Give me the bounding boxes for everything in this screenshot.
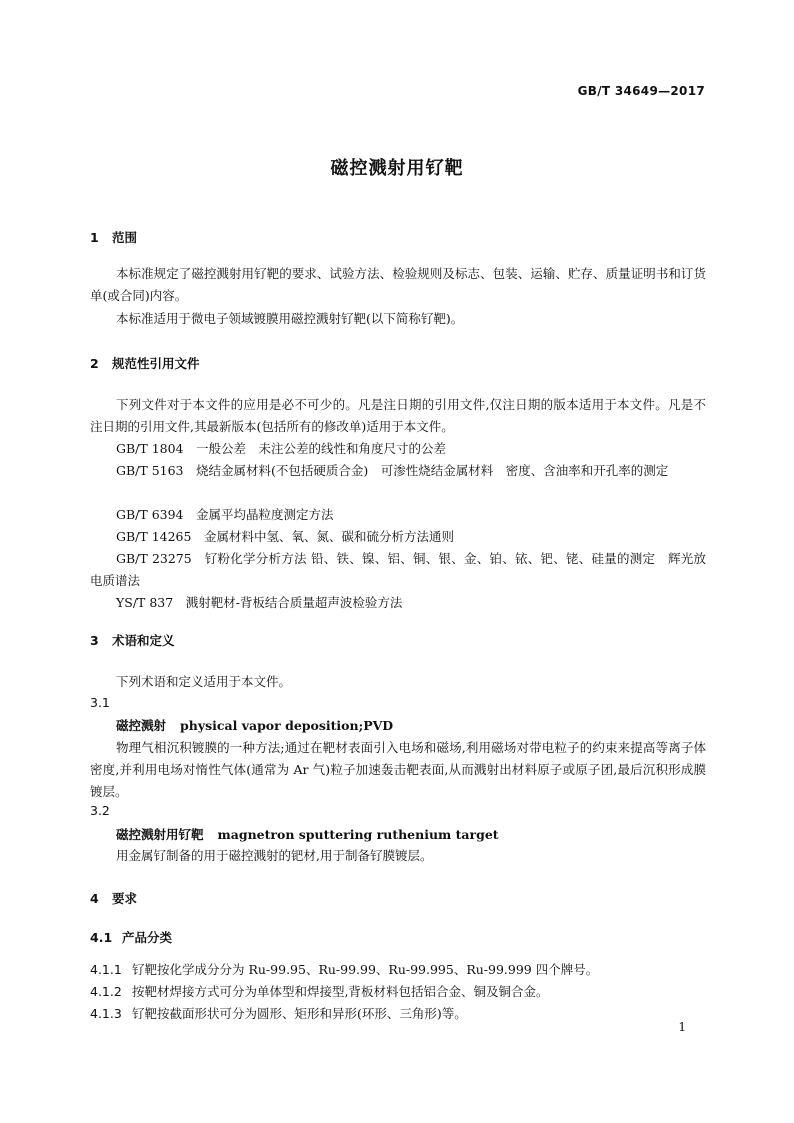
page-number: 1	[678, 1020, 686, 1034]
section-title: 术语和定义	[112, 633, 175, 648]
section-1-paragraph-2: 本标准适用于微电子领域镀膜用磁控溅射钌靶(以下简称钌靶)。	[116, 311, 464, 326]
section-2-paragraph: 下列文件对于本文件的应用是必不可少的。凡是注日期的引用文件,仅注日期的版本适用于本文件。凡是不注日期的引用文件,其最新版本(包括所有的修改单)适用于本文件。	[90, 397, 706, 435]
term-chinese: 磁控溅射用钌靶	[116, 827, 204, 842]
clause-4-1-3	[90, 1004, 467, 1022]
clause-text: 钌靶按化学成分分为 Ru-99.95、Ru-99.99、Ru-99.995、Ru-99.999 四个牌号。	[132, 962, 599, 977]
document-title: 磁控溅射用钌靶	[330, 158, 464, 179]
clause-text: 按靶材焊接方式可分为单体型和焊接型,背板材料包括铝合金、铜及铜合金。	[132, 984, 549, 999]
clause-number: 4.1.3	[90, 1006, 122, 1021]
term-english: physical vapor deposition;PVD	[180, 718, 394, 733]
term-heading	[116, 716, 393, 734]
term-number: 3.2	[90, 803, 110, 818]
subsection-number: 4.1	[90, 930, 113, 945]
term-number: 3.1	[90, 695, 110, 710]
section-number: 1	[90, 230, 99, 245]
reference-item: GB/T 1804 一般公差 未注公差的线性和角度尺寸的公差	[116, 441, 447, 456]
clause-4-1-2	[90, 982, 548, 1000]
reference-item: GB/T 5163 烧结金属材料(不包括硬质合金) 可渗性烧结金属材料 密度、含油率和开孔率的测定	[116, 463, 669, 478]
clause-number: 4.1.2	[90, 984, 122, 999]
section-number: 2	[90, 356, 99, 371]
standard-number: GB/T 34649—2017	[577, 84, 705, 98]
term-definition: 物理气相沉积镀膜的一种方法;通过在靶材表面引入电场和磁场,利用磁场对带电粒子的约束来提高等离子体密度,并利用电场对惰性气体(通常为 Ar 气)粒子加速轰击靶表面,从而溅射出材料原子或原子团,最后沉积形成膜镀层。	[90, 740, 706, 800]
section-1-paragraph-1: 本标准规定了磁控溅射用钌靶的要求、试验方法、检验规则及标志、包装、运输、贮存、质量证明书和订货单(或合同)内容。	[90, 266, 706, 304]
subsection-title: 产品分类	[122, 930, 173, 945]
section-number: 4	[90, 891, 99, 906]
section-4-heading	[90, 889, 137, 907]
clause-text: 钌靶按截面形状可分为圆形、矩形和异形(环形、三角形)等。	[132, 1006, 467, 1021]
reference-item: GB/T 6394 金属平均晶粒度测定方法	[116, 507, 334, 522]
section-title: 范围	[112, 230, 138, 245]
section-2-heading	[90, 354, 200, 372]
section-title: 要求	[112, 891, 138, 906]
section-number: 3	[90, 633, 99, 648]
subsection-4-1-heading	[90, 928, 172, 946]
section-3-heading	[90, 631, 175, 649]
term-english: magnetron sputtering ruthenium target	[217, 827, 499, 842]
clause-4-1-1	[90, 960, 598, 978]
reference-item: GB/T 14265 金属材料中氢、氧、氮、碳和硫分析方法通则	[116, 529, 454, 544]
clause-number: 4.1.1	[90, 962, 122, 977]
section-1-heading	[90, 228, 137, 246]
term-heading	[116, 825, 499, 843]
section-title: 规范性引用文件	[112, 356, 200, 371]
term-chinese: 磁控溅射	[116, 718, 167, 733]
reference-item: YS/T 837 溅射靶材-背板结合质量超声波检验方法	[116, 595, 403, 610]
section-3-intro: 下列术语和定义适用于本文件。	[116, 674, 292, 689]
reference-item: GB/T 23275 钌粉化学分析方法 铅、铁、镍、铝、铜、银、金、铂、铱、钯、铑、硅量的测定 辉光放电质谱法	[90, 551, 706, 589]
term-definition: 用金属钌制备的用于磁控溅射的钯材,用于制备钌膜镀层。	[116, 848, 433, 863]
